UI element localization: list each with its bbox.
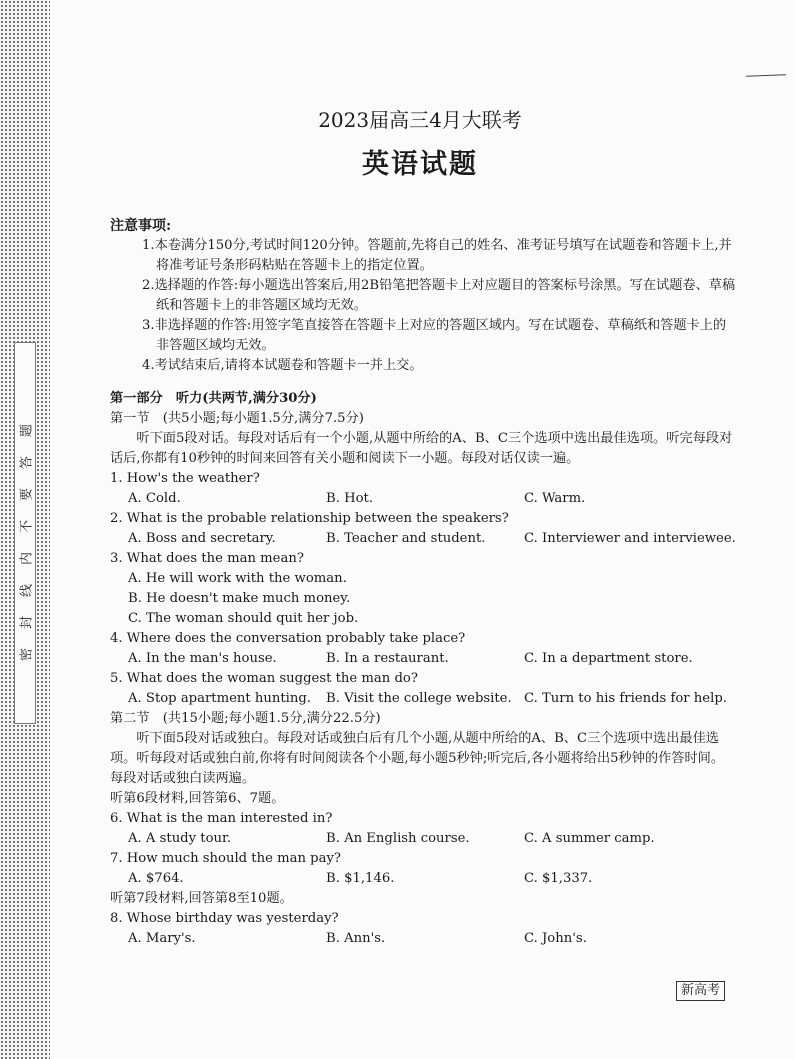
option-c: C. The woman should quit her job. bbox=[128, 611, 359, 626]
options-row bbox=[110, 829, 736, 849]
option-a: A. A study tour. bbox=[128, 831, 232, 846]
option-b: B. $1,146. bbox=[326, 871, 395, 886]
option-a: A. In the man's house. bbox=[128, 651, 277, 666]
part1-heading: 第一部分 听力(共两节,满分30分) bbox=[110, 391, 317, 406]
option-c: C. Turn to his friends for help. bbox=[524, 691, 727, 706]
option-b: B. In a restaurant. bbox=[326, 651, 449, 666]
option-b: B. Teacher and student. bbox=[326, 531, 486, 546]
notice-heading: 注意事项: bbox=[110, 218, 172, 234]
notice-item: 1.本卷满分150分,考试时间120分钟。答题前,先将自己的姓名、准考证号填写在试题卷和答题卡上,并将准考证号条形码粘贴在答题卡上的指定位置。 bbox=[142, 238, 732, 273]
option-b: B. Ann's. bbox=[326, 931, 386, 946]
question-5: 5. What does the woman suggest the man do? bbox=[110, 671, 418, 686]
material-6-note: 听第6段材料,回答第6、7题。 bbox=[110, 791, 285, 806]
option-a: A. Boss and secretary. bbox=[128, 531, 276, 546]
binding-margin bbox=[0, 0, 50, 1059]
options-row bbox=[110, 929, 736, 949]
subject-title: 英语试题 bbox=[362, 149, 478, 180]
question-7: 7. How much should the man pay? bbox=[110, 851, 341, 866]
option-c: C. $1,337. bbox=[524, 871, 593, 886]
options-row bbox=[110, 489, 736, 509]
exam-title: 2023届高三4月大联考 bbox=[318, 108, 522, 132]
question-1: 1. How's the weather? bbox=[110, 471, 260, 486]
brand-badge: 新高考 bbox=[676, 981, 725, 1001]
option-c: C. A summer camp. bbox=[524, 831, 655, 846]
corner-mark bbox=[746, 74, 786, 76]
option-b: B. An English course. bbox=[326, 831, 470, 846]
options-stack bbox=[110, 569, 736, 629]
question-6: 6. What is the man interested in? bbox=[110, 811, 333, 826]
option-a: A. Mary's. bbox=[128, 931, 196, 946]
section2-heading: 第二节 (共15小题;每小题1.5分,满分22.5分) bbox=[110, 711, 381, 726]
option-c: C. Interviewer and interviewee. bbox=[524, 531, 736, 546]
notice-item: 3.非选择题的作答:用签字笔直接答在答题卡上对应的答题区域内。写在试题卷、草稿纸和答题卡上的非答题区域均无效。 bbox=[142, 318, 727, 353]
question-3: 3. What does the man mean? bbox=[110, 551, 304, 566]
section2-instructions: 听下面5段对话或独白。每段对话或独白后有几个小题,从题中所给的A、B、C三个选项中选出最佳选项。听每段对话或独白前,你将有时间阅读各个小题,每小题5秒钟;听完后,各小题将给出5秒钟的作答时间。每段对话或独白读两遍。 bbox=[110, 731, 725, 786]
options-row bbox=[110, 689, 736, 709]
option-c: C. Warm. bbox=[524, 491, 586, 506]
seal-line-text: 密封线内不要答题 bbox=[19, 404, 35, 662]
option-b: B. Visit the college website. bbox=[326, 691, 512, 706]
section1-instructions: 听下面5段对话。每段对话后有一个小题,从题中所给的A、B、C三个选项中选出最佳选项。听完每段对话后,你都有10秒钟的时间来回答有关小题和阅读下一小题。每段对话仅读一遍。 bbox=[110, 431, 733, 466]
option-b: B. He doesn't make much money. bbox=[128, 591, 351, 606]
option-b: B. Hot. bbox=[326, 491, 374, 506]
question-2: 2. What is the probable relationship between the speakers? bbox=[110, 511, 509, 526]
question-4: 4. Where does the conversation probably take place? bbox=[110, 631, 466, 646]
options-row bbox=[110, 529, 736, 549]
option-c: C. John's. bbox=[524, 931, 587, 946]
section1-heading: 第一节 (共5小题;每小题1.5分,满分7.5分) bbox=[110, 411, 364, 426]
option-a: A. He will work with the woman. bbox=[128, 571, 347, 586]
notice-item: 4.考试结束后,请将本试题卷和答题卡一并上交。 bbox=[142, 358, 423, 373]
question-8: 8. Whose birthday was yesterday? bbox=[110, 911, 339, 926]
seal-line-box bbox=[14, 342, 36, 724]
options-row bbox=[110, 649, 736, 669]
notice-item: 2.选择题的作答:每小题选出答案后,用2B铅笔把答题卡上对应题目的答案标号涂黑。写在试题卷、草稿纸和答题卡上的非答题区域均无效。 bbox=[142, 278, 736, 313]
option-a: A. Cold. bbox=[128, 491, 181, 506]
options-row bbox=[110, 869, 736, 889]
option-c: C. In a department store. bbox=[524, 651, 693, 666]
option-a: A. $764. bbox=[128, 871, 184, 886]
notice-list bbox=[110, 236, 736, 376]
material-7-note: 听第7段材料,回答第8至10题。 bbox=[110, 891, 293, 906]
option-a: A. Stop apartment hunting. bbox=[128, 691, 312, 706]
exam-content bbox=[110, 216, 736, 949]
